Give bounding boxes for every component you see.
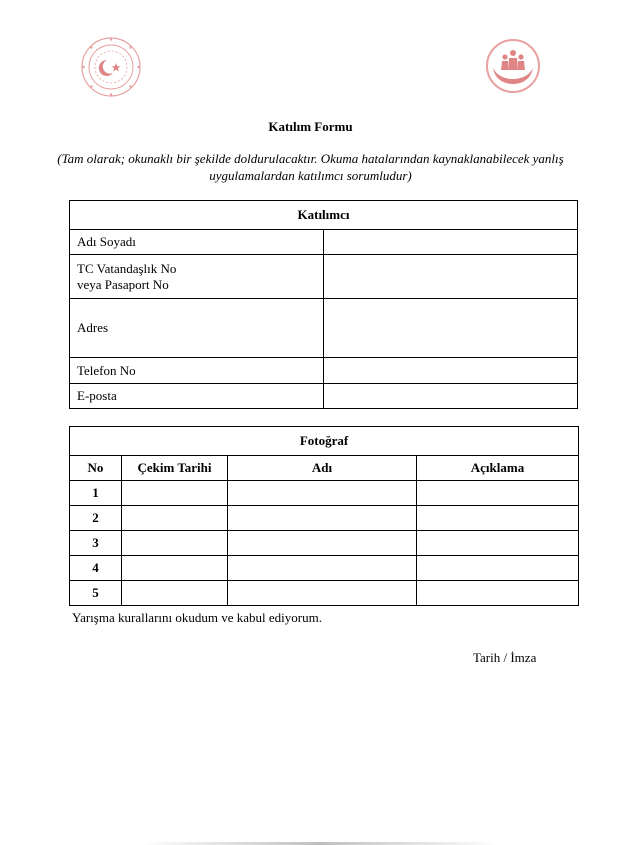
description-cell[interactable] bbox=[417, 581, 579, 606]
date-signature-label: Tarih / İmza bbox=[473, 650, 537, 665]
agreement-text: Yarışma kurallarını okudum ve kabul ediyorum. bbox=[72, 610, 322, 625]
photo-heading: Fotoğraf bbox=[70, 427, 579, 456]
id-label-line-1: TC Vatandaşlık No bbox=[77, 260, 177, 276]
row-number: 5 bbox=[70, 581, 122, 606]
description-cell[interactable] bbox=[417, 481, 579, 506]
id-label-line-2: veya Pasaport No bbox=[77, 276, 169, 292]
table-row bbox=[70, 531, 579, 556]
form-instructions bbox=[40, 150, 581, 184]
row-number: 2 bbox=[70, 506, 122, 531]
name-field[interactable] bbox=[324, 230, 578, 255]
phone-label: Telefon No bbox=[70, 358, 324, 384]
participant-table bbox=[69, 200, 578, 409]
email-label: E-posta bbox=[70, 384, 324, 409]
address-label: Adres bbox=[70, 299, 324, 358]
description-cell[interactable] bbox=[417, 506, 579, 531]
description-cell[interactable] bbox=[417, 531, 579, 556]
email-field[interactable] bbox=[324, 384, 578, 409]
photo-name-cell[interactable] bbox=[228, 481, 417, 506]
row-number: 3 bbox=[70, 531, 122, 556]
shoot-date-cell[interactable] bbox=[122, 581, 228, 606]
instructions-line-1: (Tam olarak; okunaklı bir şekilde doldurulacaktır. Okuma hatalarından kaynaklanabilecek yanlış bbox=[57, 151, 564, 166]
column-header: No bbox=[70, 456, 122, 481]
table-row bbox=[70, 481, 579, 506]
address-field[interactable] bbox=[324, 299, 578, 358]
id-label bbox=[70, 255, 324, 299]
photo-name-cell[interactable] bbox=[228, 556, 417, 581]
description-cell[interactable] bbox=[417, 556, 579, 581]
shoot-date-cell[interactable] bbox=[122, 531, 228, 556]
shoot-date-cell[interactable] bbox=[122, 481, 228, 506]
id-field[interactable] bbox=[324, 255, 578, 299]
form-title: Katılım Formu bbox=[268, 119, 353, 134]
table-row bbox=[70, 506, 579, 531]
row-number: 1 bbox=[70, 481, 122, 506]
row-number: 4 bbox=[70, 556, 122, 581]
photo-name-cell[interactable] bbox=[228, 506, 417, 531]
photo-name-cell[interactable] bbox=[228, 531, 417, 556]
participant-heading: Katılımcı bbox=[70, 201, 578, 230]
shoot-date-cell[interactable] bbox=[122, 506, 228, 531]
shoot-date-cell[interactable] bbox=[122, 556, 228, 581]
photo-table bbox=[69, 426, 579, 606]
table-row bbox=[70, 581, 579, 606]
ministry-emblem-icon bbox=[80, 36, 142, 98]
column-header: Açıklama bbox=[417, 456, 579, 481]
table-row bbox=[70, 556, 579, 581]
name-label: Adı Soyadı bbox=[70, 230, 324, 255]
instructions-line-2: uygulamalardan katılımcı sorumludur) bbox=[209, 168, 412, 183]
column-header: Adı bbox=[228, 456, 417, 481]
phone-field[interactable] bbox=[324, 358, 578, 384]
photo-name-cell[interactable] bbox=[228, 581, 417, 606]
column-header: Çekim Tarihi bbox=[122, 456, 228, 481]
family-hands-icon bbox=[485, 38, 541, 94]
